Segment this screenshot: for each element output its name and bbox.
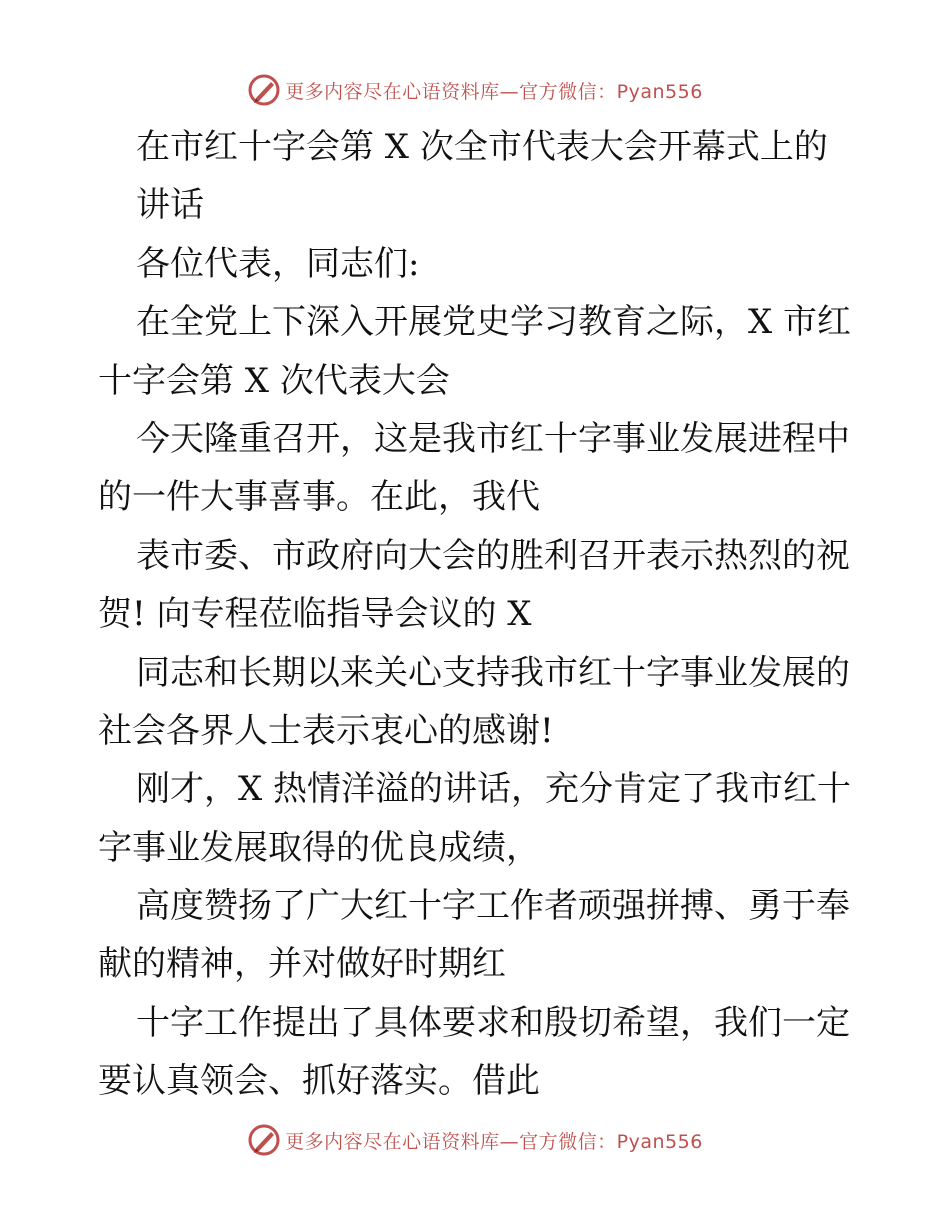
paragraph-line: 在全党上下深入开展党史学习教育之际，X 市红 [136, 302, 852, 343]
paragraph-line: 的一件大事喜事。在此，我代 [98, 477, 540, 518]
salutation: 各位代表，同志们: [136, 243, 420, 284]
paragraph-line: 献的精神，并对做好时期红 [98, 944, 506, 985]
footer-watermark [0, 1120, 950, 1160]
pen-logo-icon [247, 1123, 281, 1157]
watermark-text: 更多内容尽在心语资料库—官方微信：Pyan556 [285, 80, 703, 103]
paragraph-line: 贺! 向专程莅临指导会议的 X [98, 594, 532, 635]
title-line-1: 在市红十字会第 X 次全市代表大会开幕式上的 [136, 127, 828, 167]
document-body [98, 118, 858, 1111]
paragraph-line: 十字会第 X 次代表大会 [98, 360, 450, 401]
paragraph-line: 表市委、市政府向大会的胜利召开表示热烈的祝 [136, 535, 850, 576]
paragraph-line: 要认真领会、抓好落实。借此 [98, 1061, 540, 1102]
paragraph-line: 刚才，X 热情洋溢的讲话，充分肯定了我市红十 [136, 769, 852, 810]
paragraph-line: 十字工作提出了具体要求和殷切希望，我们一定 [136, 1002, 850, 1043]
paragraph-line: 同志和长期以来关心支持我市红十字事业发展的 [136, 652, 850, 693]
watermark-text: 更多内容尽在心语资料库—官方微信：Pyan556 [285, 1130, 703, 1153]
header-watermark [0, 70, 950, 110]
pen-logo-icon [247, 73, 281, 107]
paragraph-line: 字事业发展取得的优良成绩， [98, 827, 540, 868]
paragraph-line: 高度赞扬了广大红十字工作者顽强拼搏、勇于奉 [136, 886, 850, 927]
title-line-2: 讲话 [136, 185, 204, 226]
paragraph-line: 社会各界人士表示衷心的感谢! [98, 710, 554, 751]
paragraph-line: 今天隆重召开，这是我市红十字事业发展进程中 [136, 418, 850, 459]
